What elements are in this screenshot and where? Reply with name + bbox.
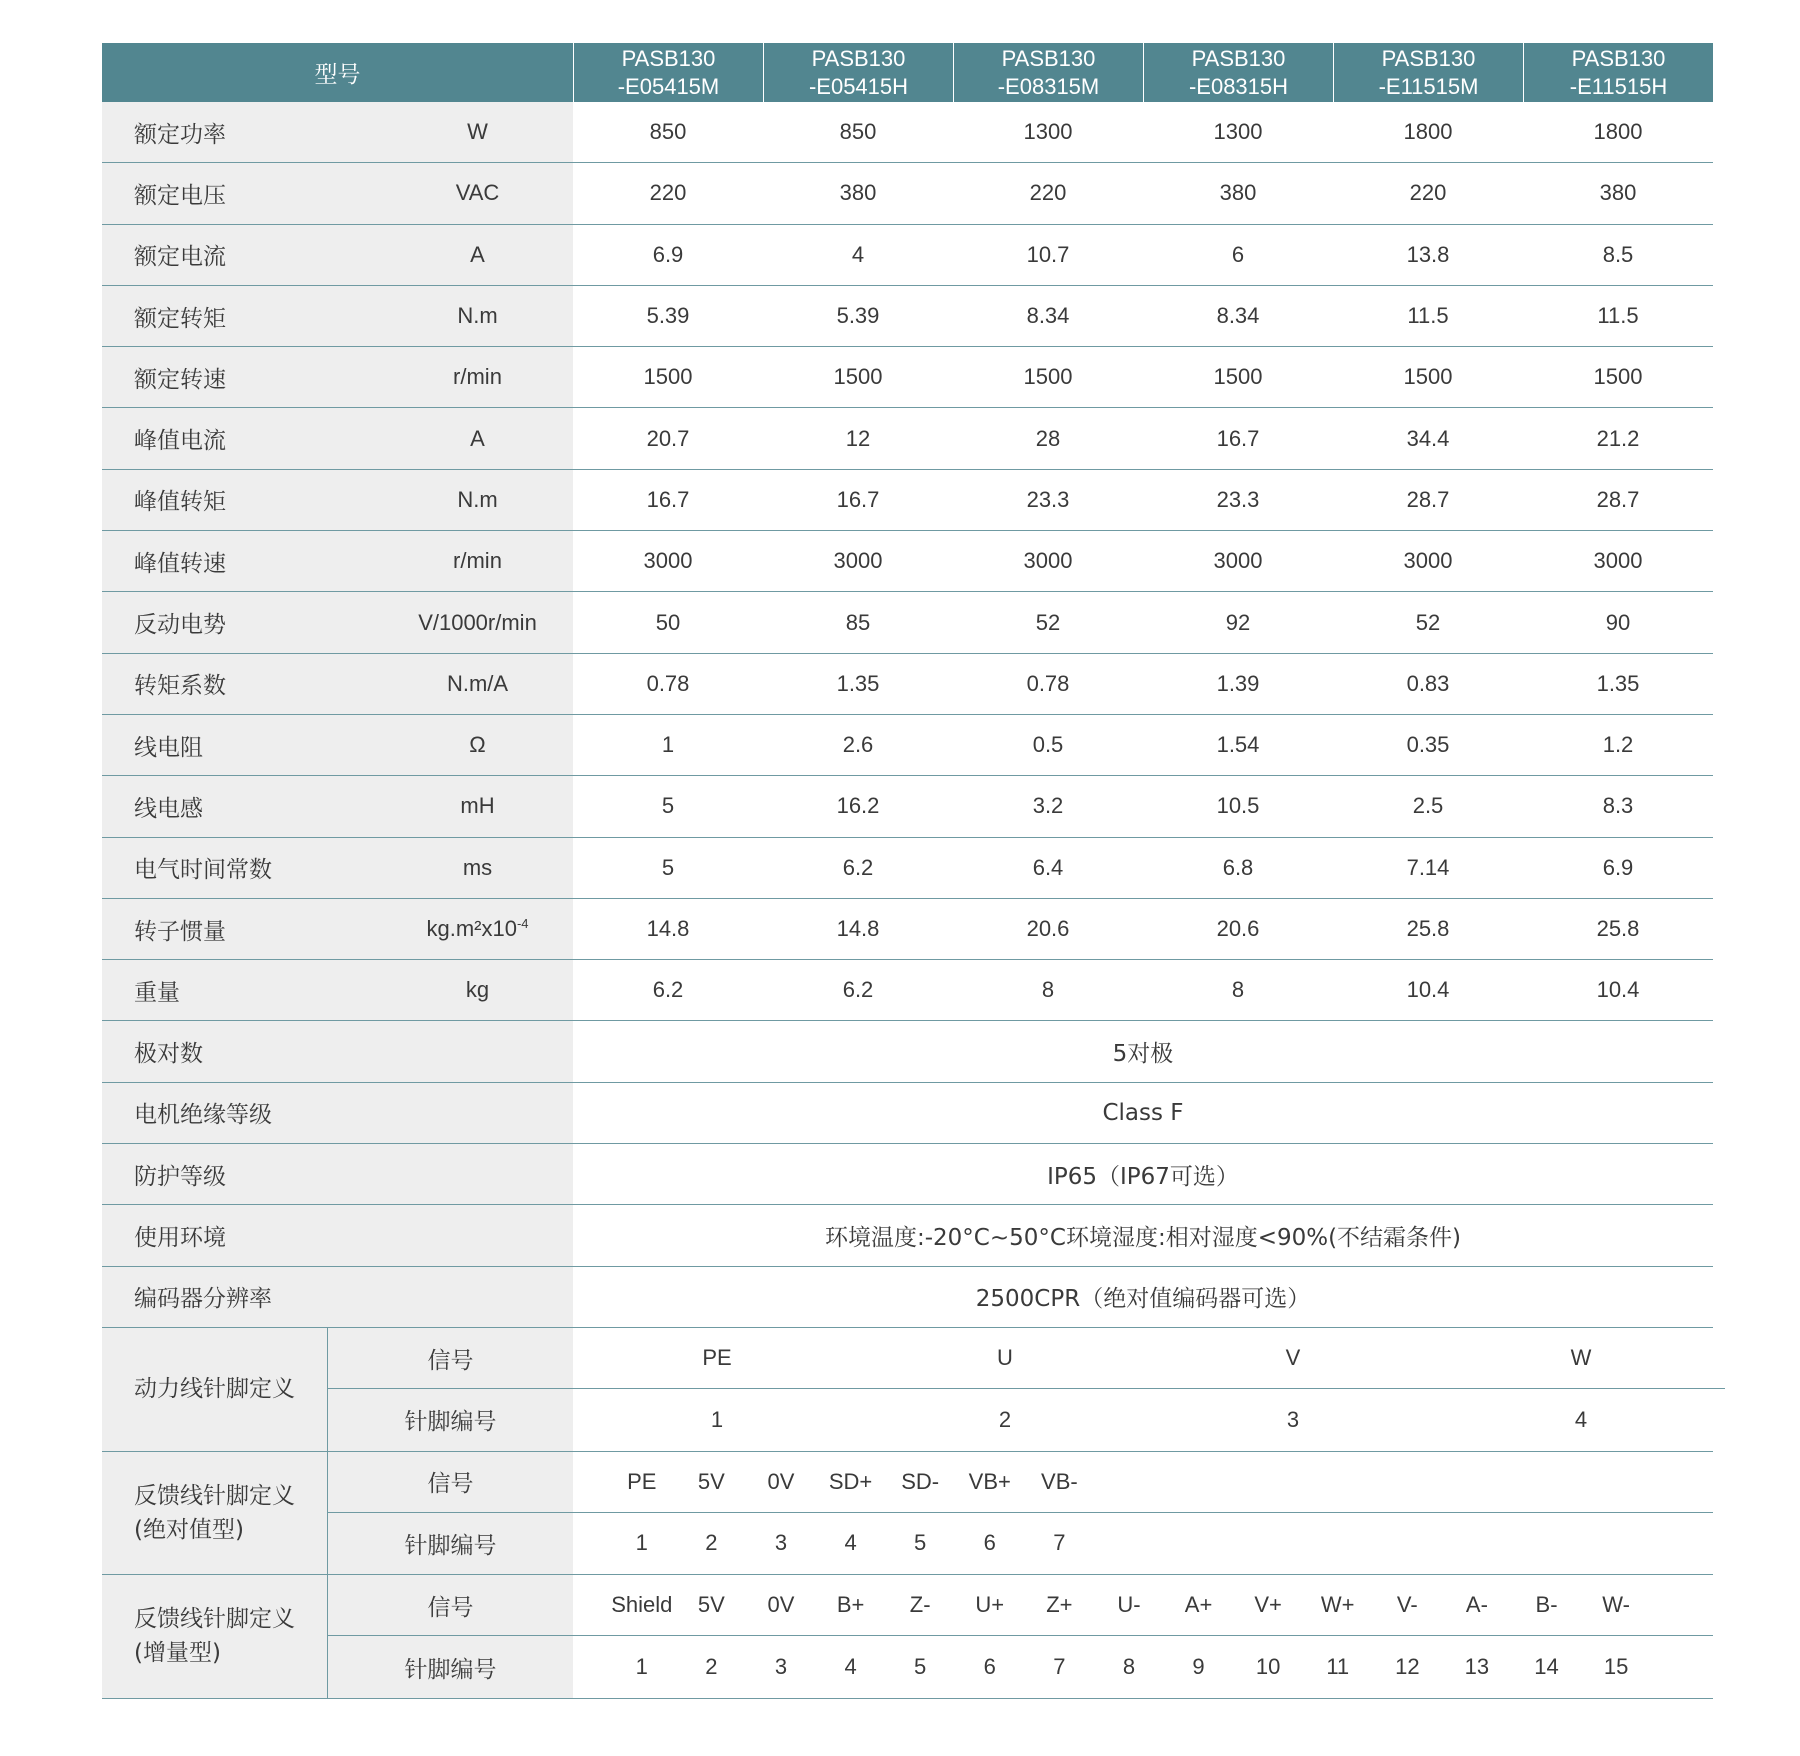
spec-unit — [382, 364, 573, 390]
spec-label-cell — [102, 838, 573, 898]
group-name-line2: (增量型) — [134, 1640, 221, 1667]
spec-unit — [382, 548, 573, 574]
group-body — [328, 1452, 1713, 1575]
pin-cell: 15 — [1603, 1654, 1629, 1680]
pin-cell: 2 — [998, 1406, 1012, 1432]
spec-row — [102, 225, 1713, 286]
pin-cell: 5 — [914, 1654, 927, 1680]
spec-value: 3000 — [643, 548, 693, 574]
pin-row — [328, 1389, 1725, 1450]
spec-value: 52 — [1415, 609, 1441, 635]
spec-row — [102, 654, 1713, 715]
group-name — [102, 1328, 328, 1451]
spec-row — [102, 102, 1713, 163]
spec-unit-text: A — [470, 241, 485, 267]
spec-value: 14.8 — [646, 916, 690, 941]
spec-value: 25.8 — [1406, 916, 1450, 941]
spec-value: 28.7 — [1596, 486, 1640, 512]
spec-name: 转子惯量 — [134, 918, 226, 945]
signal-cell: U — [997, 1345, 1013, 1371]
signal-cell: W — [1570, 1345, 1592, 1371]
spec-unit-text: Ω — [469, 732, 486, 758]
spec-row — [102, 470, 1713, 531]
spec-row-merged — [102, 1021, 1713, 1082]
sub-label: 针脚编号 — [328, 1636, 573, 1697]
spec-label-cell — [102, 776, 573, 836]
feedback-inc-group — [102, 1575, 1713, 1699]
spec-unit — [382, 732, 573, 758]
spec-value: 6 — [1231, 241, 1245, 267]
signal-cell: VB- — [1041, 1468, 1078, 1494]
spec-value: 380 — [839, 180, 877, 206]
spec-value: 5 — [661, 854, 675, 880]
spec-name: 极对数 — [134, 1041, 203, 1068]
spec-name: 额定电压 — [134, 182, 226, 209]
signal-cell: Z- — [909, 1592, 931, 1618]
spec-label-cell — [102, 654, 573, 714]
spec-unit-text: N.m — [457, 303, 498, 329]
spec-row — [102, 531, 1713, 592]
model-header — [1143, 43, 1333, 102]
spec-value: 14.8 — [836, 916, 880, 941]
spec-name: 峰值转矩 — [134, 489, 226, 516]
table-header — [102, 43, 1713, 102]
spec-value: 85 — [845, 609, 871, 635]
signal-row — [328, 1575, 1713, 1636]
spec-value: 0.78 — [646, 670, 690, 696]
spec-value: 21.2 — [1596, 425, 1640, 451]
spec-row — [102, 838, 1713, 899]
spec-value: 220 — [649, 180, 687, 206]
spec-value: 16.2 — [836, 793, 880, 819]
spec-merged-value: IP65（IP67可选） — [1047, 1163, 1239, 1190]
spec-unit — [382, 793, 573, 819]
spec-unit-text: ms — [462, 854, 493, 880]
pin-cell: 12 — [1395, 1654, 1420, 1680]
spec-value: 1300 — [1213, 119, 1263, 145]
spec-value: 0.78 — [1026, 670, 1070, 696]
spec-name: 额定转矩 — [134, 305, 226, 332]
pin-row — [328, 1513, 1713, 1574]
pin-cell: 7 — [1053, 1654, 1066, 1680]
sub-label: 针脚编号 — [328, 1389, 573, 1450]
spec-label-cell — [102, 286, 573, 346]
spec-value: 1500 — [1593, 364, 1643, 390]
spec-value: 50 — [655, 609, 681, 635]
signal-cell: Z+ — [1046, 1592, 1073, 1618]
spec-value: 11.5 — [1407, 303, 1449, 329]
spec-unit-text: kg.m²x10 — [426, 916, 517, 941]
spec-merged-value: Class F — [1102, 1099, 1184, 1126]
spec-row-merged — [102, 1144, 1713, 1205]
spec-value: 1300 — [1023, 119, 1073, 145]
spec-unit — [382, 180, 573, 206]
spec-value: 34.4 — [1406, 425, 1450, 451]
spec-value: 5.39 — [836, 303, 880, 329]
spec-value: 8.34 — [1026, 303, 1070, 329]
spec-label-cell — [102, 163, 573, 223]
signal-cell: 5V — [697, 1468, 725, 1494]
signal-row — [328, 1328, 1725, 1389]
spec-name: 额定电流 — [134, 244, 226, 271]
spec-row-merged — [102, 1205, 1713, 1266]
spec-label-cell — [102, 408, 573, 468]
spec-label-cell — [102, 1267, 573, 1327]
pin-cell: 4 — [844, 1654, 857, 1680]
spec-unit — [382, 977, 573, 1003]
spec-name: 编码器分辨率 — [134, 1286, 272, 1313]
spec-name: 额定功率 — [134, 121, 226, 148]
signal-cell: SD+ — [828, 1468, 873, 1494]
signal-cell: 5V — [697, 1592, 725, 1618]
spec-row — [102, 592, 1713, 653]
spec-value: 1500 — [833, 364, 883, 390]
spec-row — [102, 163, 1713, 224]
model-header — [1523, 43, 1713, 102]
spec-value: 8.34 — [1216, 303, 1260, 329]
pin-cell: 4 — [844, 1530, 857, 1556]
spec-unit-text: mH — [460, 793, 495, 819]
spec-unit — [382, 671, 573, 697]
model-name-line2: -E11515M — [1378, 73, 1479, 99]
pin-cell: 4 — [1574, 1406, 1588, 1432]
spec-value: 28 — [1035, 425, 1061, 451]
sub-cells — [573, 1389, 1725, 1450]
pin-cell: 5 — [914, 1530, 927, 1556]
spec-unit — [382, 487, 573, 513]
model-name-line1: PASB130 — [811, 45, 906, 71]
pin-cell: 2 — [705, 1654, 718, 1680]
sub-cells — [573, 1636, 1713, 1697]
signal-cell: B+ — [836, 1592, 865, 1618]
spec-name: 转矩系数 — [134, 673, 226, 700]
group-body — [328, 1575, 1713, 1698]
spec-name: 线电阻 — [134, 734, 203, 761]
spec-unit-text: A — [470, 425, 485, 451]
group-name — [102, 1575, 328, 1698]
spec-value: 1500 — [1403, 364, 1453, 390]
sub-label: 信号 — [328, 1575, 573, 1635]
spec-label-cell — [102, 715, 573, 775]
signal-cell: W+ — [1320, 1592, 1355, 1618]
spec-unit-exponent: -4 — [516, 916, 529, 931]
spec-value: 1800 — [1403, 119, 1453, 145]
spec-value: 850 — [649, 119, 687, 145]
spec-value: 1.54 — [1216, 732, 1260, 758]
spec-value: 380 — [1599, 180, 1637, 206]
spec-value: 1500 — [1213, 364, 1263, 390]
group-name — [102, 1452, 328, 1575]
sub-label: 针脚编号 — [328, 1513, 573, 1574]
signal-cell: B- — [1535, 1592, 1558, 1618]
spec-value: 10.4 — [1596, 977, 1640, 1003]
spec-value: 20.6 — [1216, 916, 1260, 941]
spec-value: 92 — [1225, 609, 1251, 635]
spec-name: 重量 — [134, 979, 180, 1006]
spec-value: 0.35 — [1406, 732, 1450, 758]
pin-cell: 1 — [635, 1654, 648, 1680]
spec-unit — [382, 426, 573, 452]
pin-cell: 10 — [1255, 1654, 1281, 1680]
spec-label-cell — [102, 102, 573, 162]
spec-value: 90 — [1605, 609, 1631, 635]
spec-value: 1800 — [1593, 119, 1643, 145]
spec-value: 23.3 — [1026, 486, 1070, 512]
spec-value: 6.2 — [842, 977, 874, 1003]
group-name-text: 动力线针脚定义 — [134, 1376, 295, 1403]
group-body — [328, 1328, 1725, 1451]
pin-cell: 11 — [1326, 1654, 1350, 1680]
model-header — [1333, 43, 1523, 102]
spec-label-cell — [102, 1205, 573, 1265]
spec-name: 线电感 — [134, 795, 203, 822]
model-name-line2: -E05415M — [617, 73, 720, 99]
signal-cell: PE — [627, 1468, 657, 1494]
spec-value: 12 — [845, 425, 871, 451]
spec-value: 16.7 — [836, 486, 880, 512]
signal-row — [328, 1452, 1713, 1513]
spec-value: 3000 — [1593, 548, 1643, 574]
spec-table — [102, 43, 1713, 1699]
pin-cell: 1 — [635, 1530, 648, 1556]
spec-label-cell — [102, 225, 573, 285]
spec-value: 3000 — [1023, 548, 1073, 574]
spec-value: 380 — [1219, 180, 1257, 206]
spec-value: 16.7 — [1216, 425, 1260, 451]
spec-value: 23.3 — [1216, 486, 1260, 512]
model-header — [953, 43, 1143, 102]
model-name-line1: PASB130 — [1191, 45, 1286, 71]
spec-label-cell — [102, 470, 573, 530]
spec-merged-value: 5对极 — [1112, 1041, 1174, 1068]
spec-value: 850 — [839, 119, 877, 145]
spec-unit — [382, 303, 573, 329]
spec-row — [102, 715, 1713, 776]
spec-label-cell — [102, 899, 573, 959]
spec-unit — [382, 242, 573, 268]
signal-cell: VB+ — [968, 1468, 1011, 1494]
spec-value: 20.7 — [646, 425, 690, 451]
spec-value: 1.39 — [1216, 670, 1260, 696]
model-name-line2: -E08315H — [1188, 73, 1289, 99]
spec-value: 4 — [851, 241, 865, 267]
signal-cell: A+ — [1184, 1592, 1213, 1618]
spec-value: 6.2 — [652, 977, 684, 1003]
spec-unit-text: r/min — [453, 364, 502, 390]
model-header — [573, 43, 763, 102]
spec-name: 使用环境 — [134, 1224, 226, 1251]
signal-cell: 0V — [767, 1592, 795, 1618]
sub-cells — [573, 1328, 1725, 1388]
spec-name: 峰值电流 — [134, 428, 226, 455]
pin-cell: 13 — [1464, 1654, 1490, 1680]
spec-merged-value: 2500CPR（绝对值编码器可选） — [975, 1286, 1311, 1313]
model-name-line1: PASB130 — [1001, 45, 1096, 71]
spec-value: 8.3 — [1602, 793, 1634, 819]
spec-unit-text: W — [467, 119, 488, 145]
model-name-line1: PASB130 — [1381, 45, 1476, 71]
spec-name: 峰值转速 — [134, 550, 226, 577]
spec-row — [102, 408, 1713, 469]
pin-cell: 3 — [1286, 1406, 1300, 1432]
spec-name: 电气时间常数 — [134, 857, 272, 884]
spec-row-merged — [102, 1267, 1713, 1328]
sub-label: 信号 — [328, 1328, 573, 1388]
spec-value: 52 — [1035, 609, 1061, 635]
spec-row — [102, 960, 1713, 1021]
pin-cell: 6 — [983, 1654, 996, 1680]
pin-cell: 3 — [774, 1530, 788, 1556]
signal-cell: V- — [1396, 1592, 1418, 1618]
pin-cell: 3 — [774, 1654, 788, 1680]
power-line-group — [102, 1328, 1713, 1452]
spec-label-cell — [102, 960, 573, 1020]
sub-cells — [573, 1452, 1713, 1512]
spec-value: 28.7 — [1406, 486, 1450, 512]
group-name-line1: 反馈线针脚定义 — [134, 1482, 295, 1509]
spec-name: 防护等级 — [134, 1163, 226, 1190]
spec-value: 3.2 — [1032, 793, 1064, 819]
spec-name: 反动电势 — [134, 612, 226, 639]
pin-row — [328, 1636, 1713, 1697]
feedback-abs-group — [102, 1452, 1713, 1576]
spec-value: 11.5 — [1597, 303, 1639, 329]
spec-value: 220 — [1409, 180, 1447, 206]
spec-value: 3000 — [1403, 548, 1453, 574]
pin-cell: 6 — [983, 1530, 996, 1556]
pin-cell: 8 — [1122, 1654, 1136, 1680]
spec-unit-text: N.m — [457, 486, 498, 512]
spec-value: 0.5 — [1032, 732, 1064, 758]
model-name-line2: -E08315M — [997, 73, 1100, 99]
signal-cell: W- — [1602, 1592, 1630, 1618]
sub-cells — [573, 1575, 1713, 1635]
model-header — [763, 43, 953, 102]
spec-value: 5 — [661, 793, 675, 819]
spec-value: 6.9 — [1602, 854, 1634, 880]
spec-row — [102, 347, 1713, 408]
signal-cell: SD- — [901, 1468, 940, 1494]
spec-unit — [382, 916, 573, 942]
spec-value: 1500 — [643, 364, 693, 390]
spec-row — [102, 286, 1713, 347]
spec-value: 1500 — [1023, 364, 1073, 390]
spec-value: 10.7 — [1026, 241, 1070, 267]
spec-value: 1.35 — [836, 670, 880, 696]
spec-unit — [382, 610, 573, 636]
spec-label-cell — [102, 1021, 573, 1081]
spec-value: 10.5 — [1216, 793, 1260, 819]
signal-cell: Shield — [611, 1592, 673, 1618]
spec-name: 电机绝缘等级 — [134, 1102, 272, 1129]
spec-value: 8 — [1231, 977, 1245, 1003]
signal-cell: A- — [1465, 1592, 1488, 1618]
spec-merged-value: 环境温度:-20°C~50°C环境湿度:相对湿度<90%(不结霜条件) — [824, 1224, 1462, 1251]
spec-unit-text: N.m/A — [446, 670, 509, 696]
spec-unit-text: VAC — [455, 180, 500, 206]
spec-label-cell — [102, 592, 573, 652]
spec-value: 6.2 — [842, 854, 874, 880]
sub-cells — [573, 1513, 1713, 1574]
pin-cell: 7 — [1053, 1530, 1066, 1556]
spec-value: 3000 — [833, 548, 883, 574]
spec-value: 25.8 — [1596, 916, 1640, 941]
spec-unit-text: V/1000r/min — [418, 609, 537, 635]
spec-unit-text: kg — [465, 977, 490, 1003]
spec-unit-text: r/min — [453, 548, 502, 574]
spec-value: 5.39 — [646, 303, 690, 329]
spec-value: 2.5 — [1412, 793, 1444, 819]
spec-row-merged — [102, 1083, 1713, 1144]
spec-unit — [382, 119, 573, 145]
spec-value: 1.2 — [1602, 732, 1634, 758]
pin-cell: 2 — [705, 1530, 718, 1556]
spec-value: 220 — [1029, 180, 1067, 206]
model-name-line1: PASB130 — [621, 45, 716, 71]
spec-label-cell — [102, 1083, 573, 1143]
model-name-line2: -E05415H — [808, 73, 909, 99]
spec-value: 7.14 — [1406, 854, 1450, 880]
spec-value: 6.8 — [1222, 854, 1254, 880]
spec-value: 0.83 — [1406, 670, 1450, 696]
group-name-line1: 反馈线针脚定义 — [134, 1606, 295, 1633]
spec-value: 3000 — [1213, 548, 1263, 574]
group-name-line2: (绝对值型) — [134, 1516, 244, 1543]
spec-value: 1.35 — [1596, 670, 1640, 696]
spec-value: 2.6 — [842, 732, 874, 758]
spec-name: 额定转速 — [134, 366, 226, 393]
signal-cell: V+ — [1254, 1592, 1282, 1618]
signal-cell: 0V — [767, 1468, 795, 1494]
spec-value: 16.7 — [646, 486, 690, 512]
signal-cell: U+ — [975, 1592, 1005, 1618]
signal-cell: PE — [702, 1345, 732, 1371]
signal-cell: U- — [1117, 1592, 1141, 1618]
spec-label-cell — [102, 531, 573, 591]
pin-cell: 1 — [710, 1406, 724, 1432]
spec-unit — [382, 855, 573, 881]
spec-value: 13.8 — [1406, 241, 1450, 267]
model-label: 型号 — [314, 62, 361, 88]
spec-value: 10.4 — [1406, 977, 1450, 1003]
spec-value: 1 — [661, 732, 675, 758]
spec-value: 8 — [1041, 977, 1055, 1003]
model-name-line1: PASB130 — [1571, 45, 1666, 71]
spec-label-cell — [102, 1144, 573, 1204]
spec-row — [102, 899, 1713, 960]
pin-cell: 14 — [1534, 1654, 1559, 1680]
pin-cell: 9 — [1192, 1654, 1205, 1680]
spec-row — [102, 776, 1713, 837]
spec-value: 6.9 — [652, 241, 684, 267]
spec-value: 20.6 — [1026, 916, 1070, 941]
model-name-line2: -E11515H — [1569, 73, 1668, 99]
spec-value: 6.4 — [1032, 854, 1064, 880]
sub-label: 信号 — [328, 1452, 573, 1512]
spec-value: 8.5 — [1602, 241, 1634, 267]
signal-cell: V — [1285, 1345, 1301, 1371]
spec-label-cell — [102, 347, 573, 407]
